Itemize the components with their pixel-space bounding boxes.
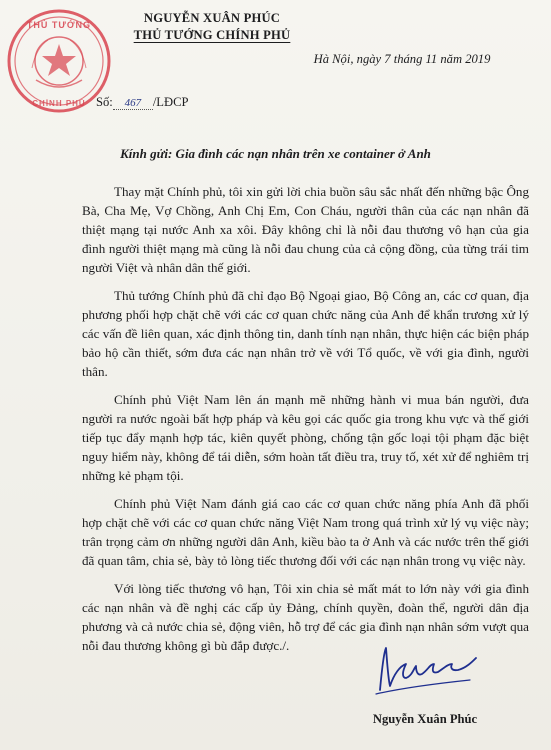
- issuer-block: [112, 10, 312, 44]
- paragraph-3: Chính phủ Việt Nam lên án mạnh mẽ những hành vi mua bán người, đưa người ra nước ngoài bất hợp pháp và kêu gọi các quốc gia trong khu vực và thế giới tiếp tục đẩy mạnh hợp tác, kiên quyết phòng, chống tận gốc loại tội phạm đặc biệt nguy hiểm này, không để tái diễn, sớm hoàn tất điều tra, truy tố, xét xử để nghiêm trị những kẻ phạm tội.: [82, 392, 529, 483]
- letter-body: [82, 182, 529, 664]
- handwritten-signature-icon: [372, 638, 482, 698]
- paragraph-5: Với lòng tiếc thương vô hạn, Tôi xin chia sẻ mất mát to lớn này với gia đình các nạn nhân và đề nghị các cấp ủy Đảng, chính quyền, đoàn thể, người dân địa phương và cả nước chia sẻ, động viên, hỗ trợ để các gia đình nạn nhân sớm vượt qua nỗi đau thương không gì bù đắp được./.: [82, 581, 529, 653]
- doc-no-suffix: /LĐCP: [152, 95, 189, 109]
- issuer-name: NGUYỄN XUÂN PHÚC: [143, 11, 281, 25]
- signer-name: Nguyễn Xuân Phúc: [372, 712, 478, 726]
- paragraph-1: Thay mặt Chính phủ, tôi xin gửi lời chia buồn sâu sắc nhất đến những bậc Ông Bà, Cha Mẹ, Vợ Chồng, Anh Chị Em, Con Cháu, người thân của các nạn nhân đã thiệt mạng tại nước Anh xa xôi. Đây không chỉ là nỗi đau thương vô hạn của gia đình người thiệt mạng mà cũng là nỗi đau chung của cả cộng đồng, của từng trái tim người Việt và nhân dân thế giới.: [82, 184, 529, 275]
- place-date: Hà Nội, ngày 7 tháng 11 năm 2019: [313, 52, 491, 66]
- doc-no-handwritten: 467: [113, 97, 153, 110]
- paragraph-2: Thủ tướng Chính phủ đã chỉ đạo Bộ Ngoại giao, Bộ Công an, các cơ quan, địa phương phối hợp chặt chẽ với các cơ quan chức năng của Anh để khẩn trương xử lý các vấn đề liên quan, xác định thông tin, danh tính nạn nhân, thực hiện các biện pháp bảo hộ cần thiết, sớm đưa các nạn nhân trở về với Tổ quốc, về với gia đình, người thân.: [82, 288, 529, 379]
- salutation: Kính gửi: Gia đình các nạn nhân trên xe container ở Anh: [120, 146, 431, 161]
- svg-text:THỦ TƯỚNG: THỦ TƯỚNG: [26, 20, 92, 30]
- svg-text:CHÍNH PHỦ: CHÍNH PHỦ: [32, 99, 86, 108]
- issuer-title: THỦ TƯỚNG CHÍNH PHỦ: [133, 28, 291, 42]
- doc-no-prefix: Số:: [96, 95, 113, 109]
- document-number: [96, 95, 189, 110]
- paragraph-4: Chính phủ Việt Nam đánh giá cao các cơ quan chức năng phía Anh đã phối hợp chặt chẽ với các cơ quan chức năng Việt Nam trong quá trình xử lý vụ việc này; trân trọng cảm ơn những người dân Anh, kiều bào ta ở Anh và các nước trên thế giới đã quan tâm, chia sẻ, bày tỏ lòng tiếc thương đối với các nạn nhân trong vụ việc này.: [82, 496, 529, 568]
